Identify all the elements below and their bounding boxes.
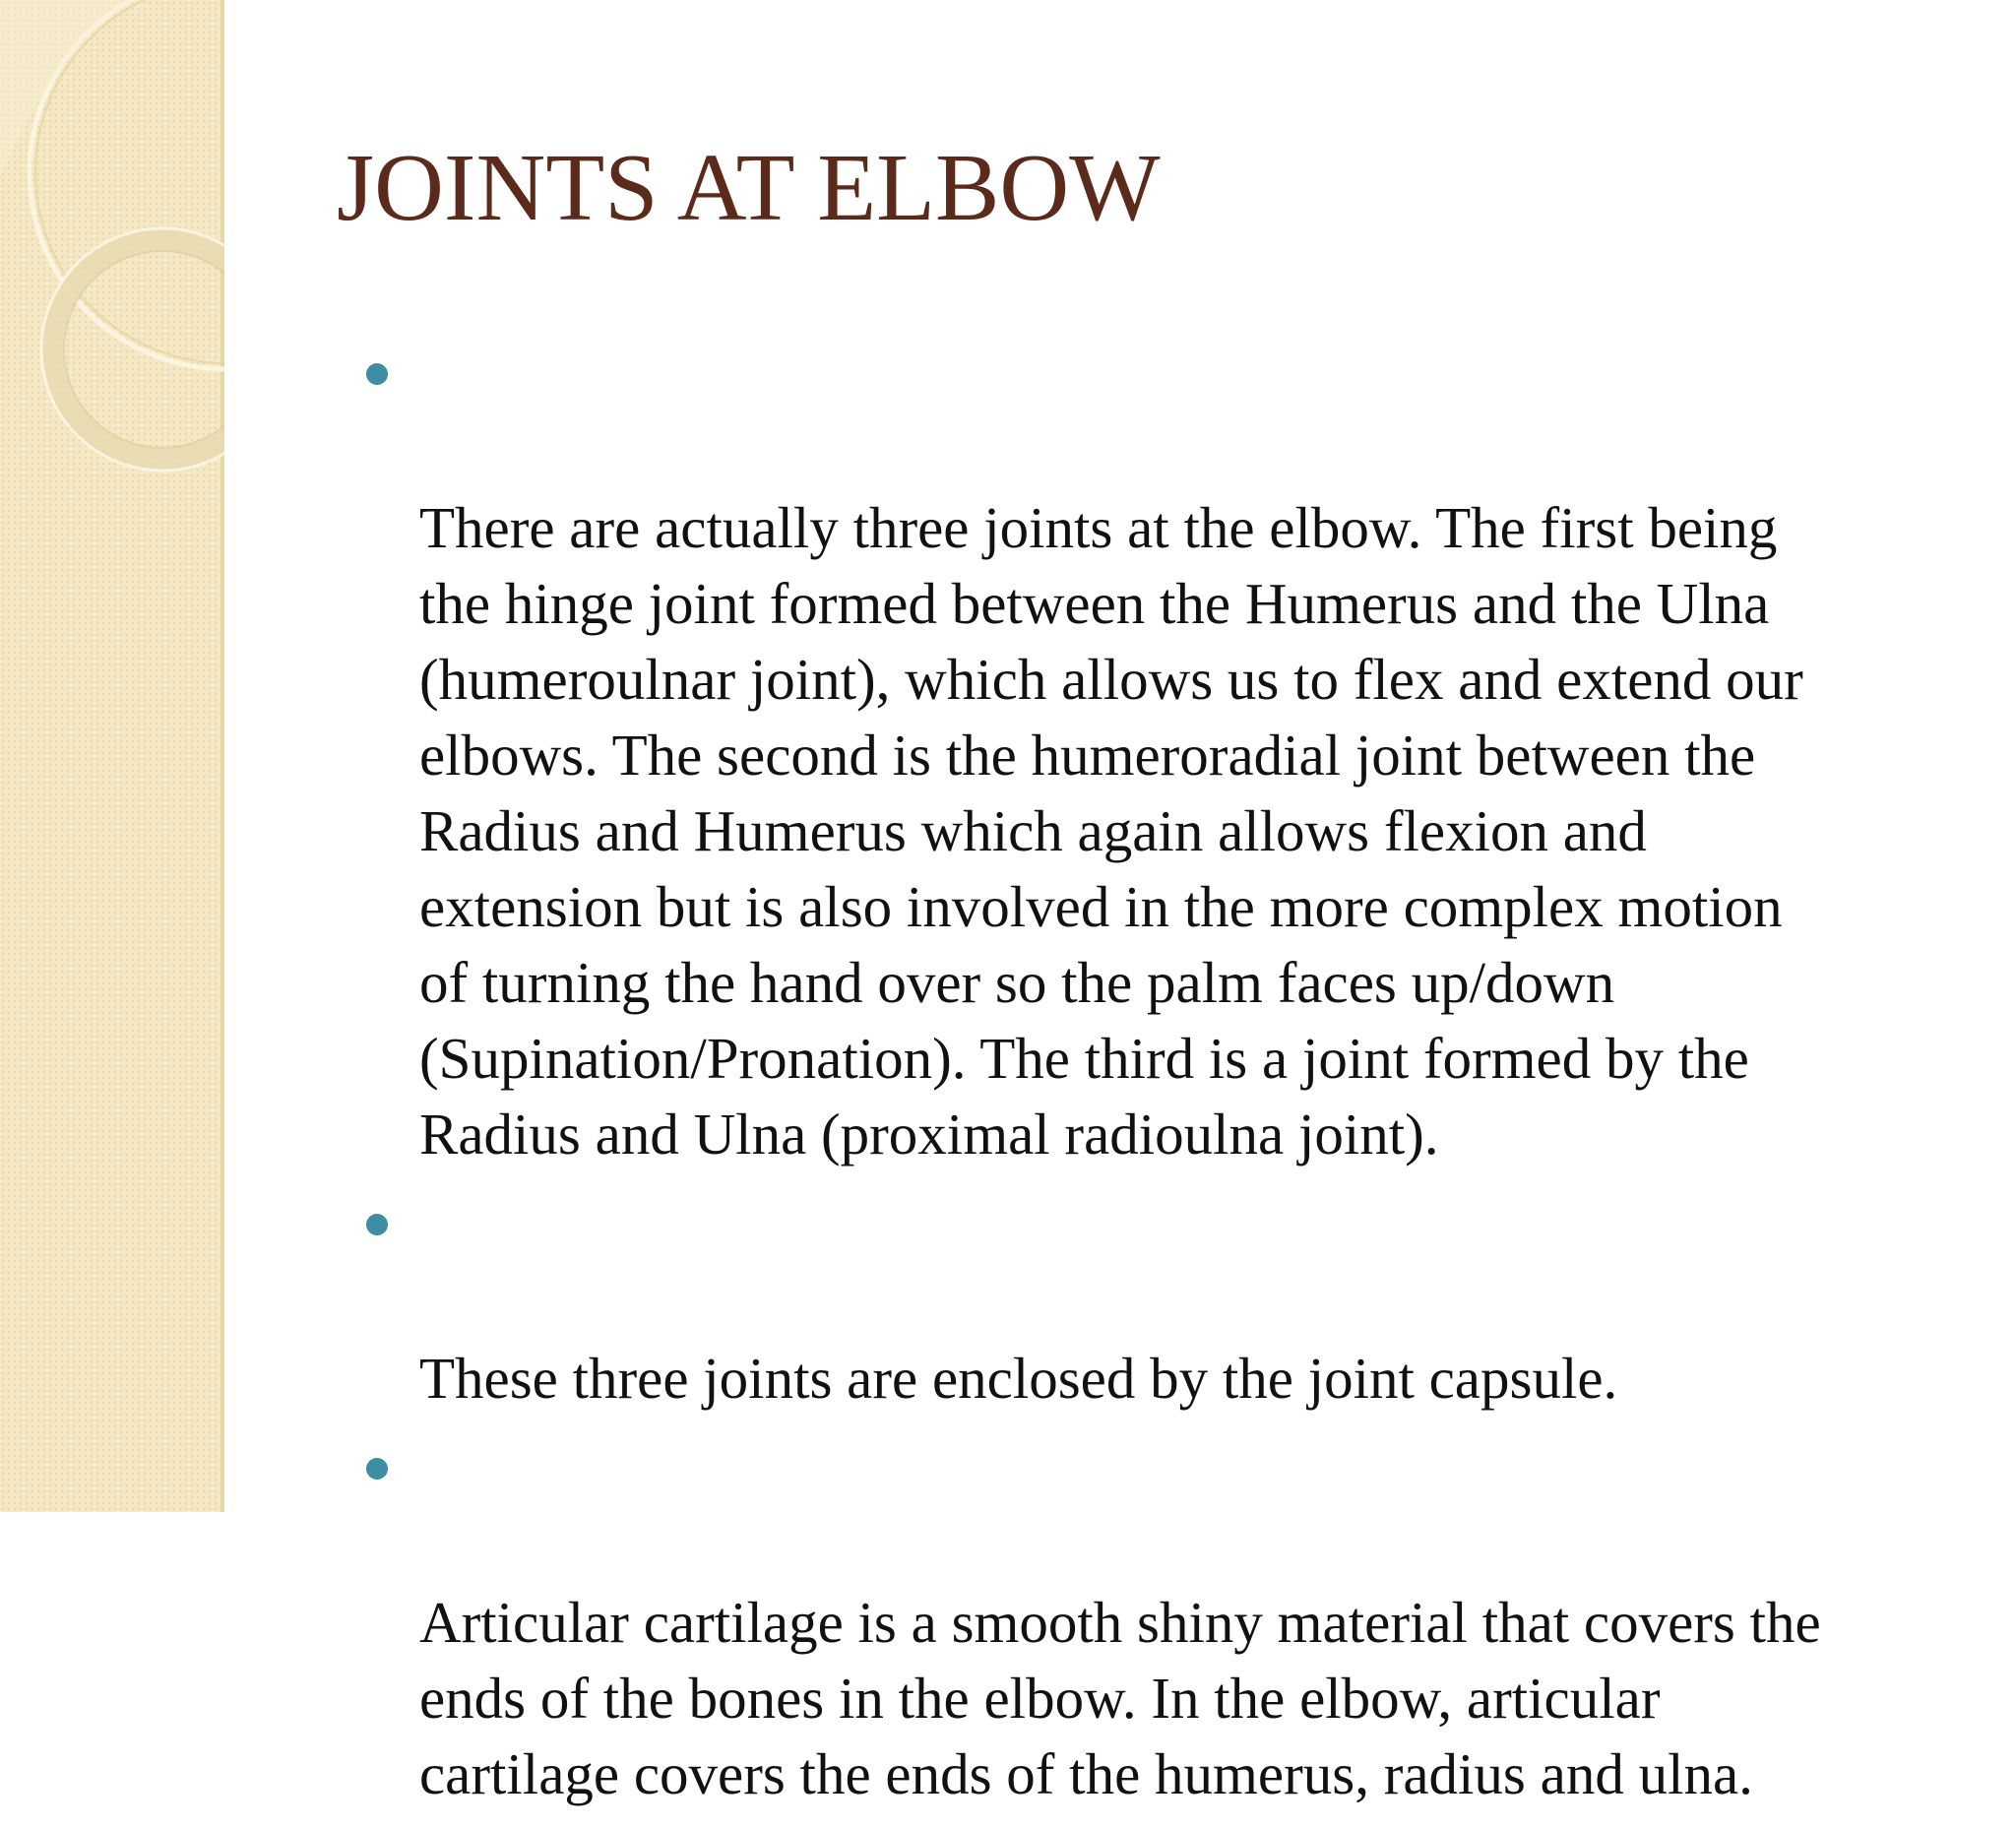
bullet-list	[366, 339, 1961, 1829]
bullet-marker-icon	[366, 363, 388, 385]
slide-title: JOINTS AT ELBOW	[337, 135, 1161, 241]
bullet-item	[366, 1433, 1961, 1812]
bullet-item	[366, 339, 1961, 1172]
bullet-marker-icon	[366, 1214, 388, 1235]
bullet-text: Articular cartilage is a smooth shiny material that covers the ends of the bones in the elbow. In the elbow, articular cartilage covers the ends of the humerus, radius and ulna.	[419, 1590, 1821, 1806]
bullet-text: These three joints are enclosed by the joint capsule.	[419, 1346, 1618, 1411]
bullet-text: There are actually three joints at the elbow. The first being the hinge joint formed between the Humerus and the Ulna (humeroulnar joint), which allows us to flex and extend our elbows. The second is the humeroradial joint between the Radius and Humerus which again allows flexion and extension but is also involved in the more complex motion of turning the hand over so the palm faces up/down (Supination/Pronation). The third is a joint formed by the Radius and Ulna (proximal radioulna joint).	[419, 495, 1803, 1167]
decorative-rings-graphic	[0, 0, 224, 512]
bullet-marker-icon	[366, 1458, 388, 1480]
bullet-item	[366, 1189, 1961, 1417]
